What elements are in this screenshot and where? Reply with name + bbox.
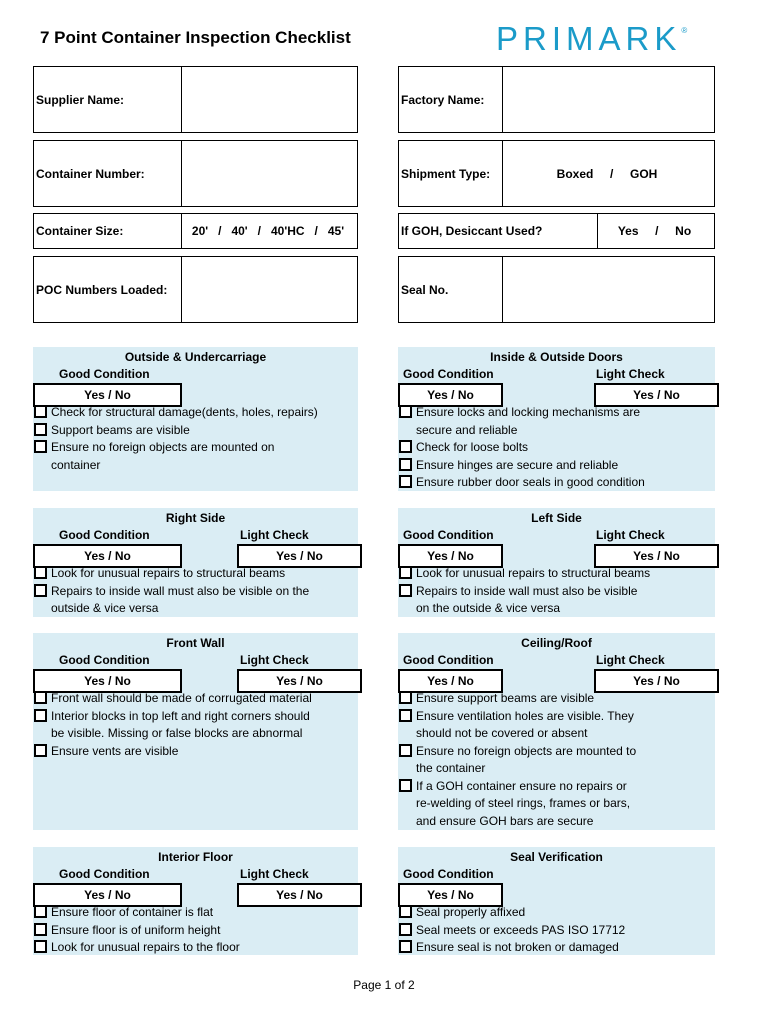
checklist-item[interactable] — [33, 422, 358, 440]
checklist-item-continued — [33, 600, 358, 618]
checklist-item[interactable] — [33, 439, 358, 457]
checkbox[interactable] — [34, 405, 47, 418]
checklist-item-continued — [398, 600, 715, 618]
checkbox[interactable] — [34, 905, 47, 918]
section-title: Interior Floor — [158, 850, 233, 864]
seal-no-field — [398, 256, 715, 323]
good-condition-yes-no[interactable]: Yes / No — [33, 544, 182, 568]
checklist-item[interactable] — [398, 583, 715, 601]
seal-no-label: Seal No. — [399, 257, 503, 322]
checkbox[interactable] — [34, 584, 47, 597]
item-text: If a GOH container ensure no repairs or — [416, 778, 627, 793]
section-title: Ceiling/Roof — [521, 636, 592, 650]
checkbox[interactable] — [399, 779, 412, 792]
item-text: Seal meets or exceeds PAS ISO 17712 — [416, 922, 626, 937]
section-left-side — [398, 508, 715, 617]
checkbox[interactable] — [399, 744, 412, 757]
item-text: Ensure hinges are secure and reliable — [416, 457, 619, 472]
good-condition-label: Good Condition — [403, 867, 494, 881]
checkbox[interactable] — [399, 566, 412, 579]
checkbox[interactable] — [34, 423, 47, 436]
good-condition-yes-no[interactable]: Yes / No — [33, 383, 182, 407]
checkbox[interactable] — [34, 744, 47, 757]
item-text: on the outside & vice versa — [416, 601, 561, 615]
section-seal-verification — [398, 847, 715, 955]
light-check-yes-no[interactable]: Yes / No — [594, 544, 719, 568]
light-check-yes-no[interactable]: Yes / No — [237, 883, 362, 907]
section-outside-undercarriage — [33, 347, 358, 491]
checklist-item[interactable] — [33, 690, 358, 708]
item-text: be visible. Missing or false blocks are abnormal — [51, 726, 303, 740]
light-check-label: Light Check — [240, 528, 309, 542]
item-text: Ensure rubber door seals in good condition — [416, 475, 645, 489]
checklist-item[interactable] — [33, 904, 358, 922]
checklist-item[interactable] — [398, 439, 715, 457]
container-size-label: Container Size: — [34, 214, 182, 248]
section-title: Inside & Outside Doors — [490, 350, 623, 364]
good-condition-label: Good Condition — [59, 367, 150, 381]
checkbox[interactable] — [399, 405, 412, 418]
good-condition-yes-no[interactable]: Yes / No — [398, 883, 503, 907]
supplier-name-input[interactable] — [179, 67, 357, 132]
checkbox[interactable] — [399, 475, 412, 488]
checklist-item[interactable] — [398, 708, 715, 726]
item-text: container — [51, 457, 101, 472]
good-condition-yes-no[interactable]: Yes / No — [398, 383, 503, 407]
section-title: Seal Verification — [510, 850, 603, 864]
checklist-item[interactable] — [398, 922, 715, 940]
page-number: Page 1 of 2 — [353, 978, 415, 992]
item-text: Look for unusual repairs to structural beams — [51, 566, 286, 580]
checkbox[interactable] — [34, 709, 47, 722]
factory-name-input[interactable] — [500, 67, 714, 132]
section-title: Left Side — [531, 511, 582, 525]
item-text: Repairs to inside wall must also be visible — [416, 583, 638, 598]
supplier-name-field — [33, 66, 358, 133]
checkbox[interactable] — [399, 905, 412, 918]
checkbox[interactable] — [34, 940, 47, 953]
item-text: Ensure seal is not broken or damaged — [416, 940, 619, 954]
light-check-label: Light Check — [596, 528, 665, 542]
item-text: Seal properly affixed — [416, 905, 526, 919]
checkbox[interactable] — [399, 940, 412, 953]
checklist-item[interactable] — [33, 922, 358, 940]
item-text: outside & vice versa — [51, 601, 159, 615]
factory-name-field — [398, 66, 715, 133]
shipment-type-options[interactable]: Boxed / GOH — [556, 166, 658, 181]
checkbox[interactable] — [399, 709, 412, 722]
checklist-item[interactable] — [33, 583, 358, 601]
desiccant-field — [398, 213, 715, 249]
light-check-yes-no[interactable]: Yes / No — [237, 669, 362, 693]
checklist-item-continued — [33, 725, 358, 743]
desiccant-label: If GOH, Desiccant Used? — [399, 214, 598, 248]
checklist-item-continued — [33, 457, 358, 475]
checkbox[interactable] — [34, 566, 47, 579]
item-text: Check for loose bolts — [416, 440, 529, 454]
desiccant-options[interactable]: Yes / No — [617, 224, 692, 238]
container-size-options[interactable]: 20' / 40' / 40'HC / 45' — [191, 224, 345, 238]
poc-numbers-input[interactable] — [179, 257, 357, 322]
item-text: Look for unusual repairs to structural beams — [416, 566, 651, 580]
checklist-item[interactable] — [33, 565, 358, 583]
item-text: re-welding of steel rings, frames or bars, — [416, 796, 631, 810]
item-text: Check for structural damage(dents, holes, repairs) — [51, 405, 318, 419]
item-text: Ensure locks and locking mechanisms are — [416, 405, 641, 419]
item-text: Repairs to inside wall must also be visible on the — [51, 583, 310, 598]
light-check-label: Light Check — [240, 867, 309, 881]
item-text: Ensure support beams are visible — [416, 691, 595, 705]
seal-no-input[interactable] — [500, 257, 714, 322]
good-condition-label: Good Condition — [403, 528, 494, 542]
checkbox[interactable] — [34, 923, 47, 936]
checklist-item[interactable] — [33, 708, 358, 726]
checklist-item[interactable] — [398, 690, 715, 708]
container-number-input[interactable] — [179, 141, 357, 206]
section-front-wall — [33, 633, 358, 830]
poc-numbers-field — [33, 256, 358, 323]
section-title: Right Side — [165, 511, 226, 525]
item-text: Ensure ventilation holes are visible. They — [416, 708, 634, 723]
checkbox[interactable] — [399, 458, 412, 471]
container-number-field — [33, 140, 358, 207]
checkbox[interactable] — [399, 584, 412, 597]
light-check-label: Light Check — [240, 653, 309, 667]
checklist-item[interactable] — [398, 565, 715, 583]
poc-numbers-label: POC Numbers Loaded: — [34, 257, 182, 322]
checklist-item[interactable] — [33, 939, 358, 957]
checklist-item[interactable] — [398, 474, 715, 492]
container-size-field — [33, 213, 358, 249]
section-ceiling-roof — [398, 633, 715, 830]
checklist-item[interactable] — [398, 939, 715, 957]
checklist-item-continued — [398, 725, 715, 743]
checkbox[interactable] — [34, 440, 47, 453]
item-text: Look for unusual repairs to the floor — [51, 940, 240, 954]
checklist-item[interactable] — [33, 404, 358, 422]
checkbox[interactable] — [399, 691, 412, 704]
light-check-label: Light Check — [596, 367, 665, 381]
shipment-type-label: Shipment Type: — [399, 141, 503, 206]
good-condition-label: Good Condition — [59, 867, 150, 881]
item-text: Interior blocks in top left and right corners should — [51, 708, 310, 723]
container-number-label: Container Number: — [34, 141, 182, 206]
item-text: Ensure no foreign objects are mounted on — [51, 440, 275, 454]
light-check-yes-no[interactable]: Yes / No — [594, 383, 719, 407]
checklist-item[interactable] — [398, 778, 715, 796]
checkbox[interactable] — [34, 691, 47, 704]
item-text: Ensure vents are visible — [51, 743, 179, 758]
logo-text: PRIMARK — [496, 20, 682, 57]
good-condition-label: Good Condition — [403, 367, 494, 381]
checklist-item-continued — [398, 422, 715, 440]
checklist-item[interactable] — [398, 904, 715, 922]
section-interior-floor — [33, 847, 358, 955]
good-condition-label: Good Condition — [59, 528, 150, 542]
light-check-yes-no[interactable]: Yes / No — [594, 669, 719, 693]
good-condition-yes-no[interactable]: Yes / No — [398, 669, 503, 693]
item-text: Ensure no foreign objects are mounted to — [416, 743, 637, 758]
item-text: Ensure floor is of uniform height — [51, 922, 221, 937]
checklist-item[interactable] — [33, 743, 358, 761]
good-condition-yes-no[interactable]: Yes / No — [33, 883, 182, 907]
checklist-item-continued — [398, 795, 715, 813]
checklist-item-continued — [398, 760, 715, 778]
item-text: Ensure floor of container is flat — [51, 905, 214, 919]
checkbox[interactable] — [399, 923, 412, 936]
section-right-side — [33, 508, 358, 617]
good-condition-yes-no[interactable]: Yes / No — [398, 544, 503, 568]
factory-name-label: Factory Name: — [399, 67, 503, 132]
section-title: Front Wall — [166, 636, 225, 650]
section-inside-outside-doors — [398, 347, 715, 491]
shipment-type-field — [398, 140, 715, 207]
light-check-yes-no[interactable]: Yes / No — [237, 544, 362, 568]
good-condition-label: Good Condition — [59, 653, 150, 667]
good-condition-label: Good Condition — [403, 653, 494, 667]
item-text: and ensure GOH bars are secure — [416, 813, 594, 828]
checkbox[interactable] — [399, 440, 412, 453]
primark-logo — [496, 20, 687, 58]
item-text: should not be covered or absent — [416, 726, 588, 740]
item-text: Front wall should be made of corrugated material — [51, 691, 312, 705]
supplier-name-label: Supplier Name: — [34, 67, 182, 132]
item-text: Support beams are visible — [51, 422, 190, 437]
section-title: Outside & Undercarriage — [124, 350, 267, 364]
checklist-item-continued — [398, 813, 715, 831]
good-condition-yes-no[interactable]: Yes / No — [33, 669, 182, 693]
checklist-item[interactable] — [398, 404, 715, 422]
registered-mark: ® — [681, 26, 688, 35]
checklist-item[interactable] — [398, 457, 715, 475]
light-check-label: Light Check — [596, 653, 665, 667]
checklist-item[interactable] — [398, 743, 715, 761]
item-text: the container — [416, 761, 486, 775]
page-title: 7 Point Container Inspection Checklist — [40, 28, 351, 47]
item-text: secure and reliable — [416, 422, 518, 437]
